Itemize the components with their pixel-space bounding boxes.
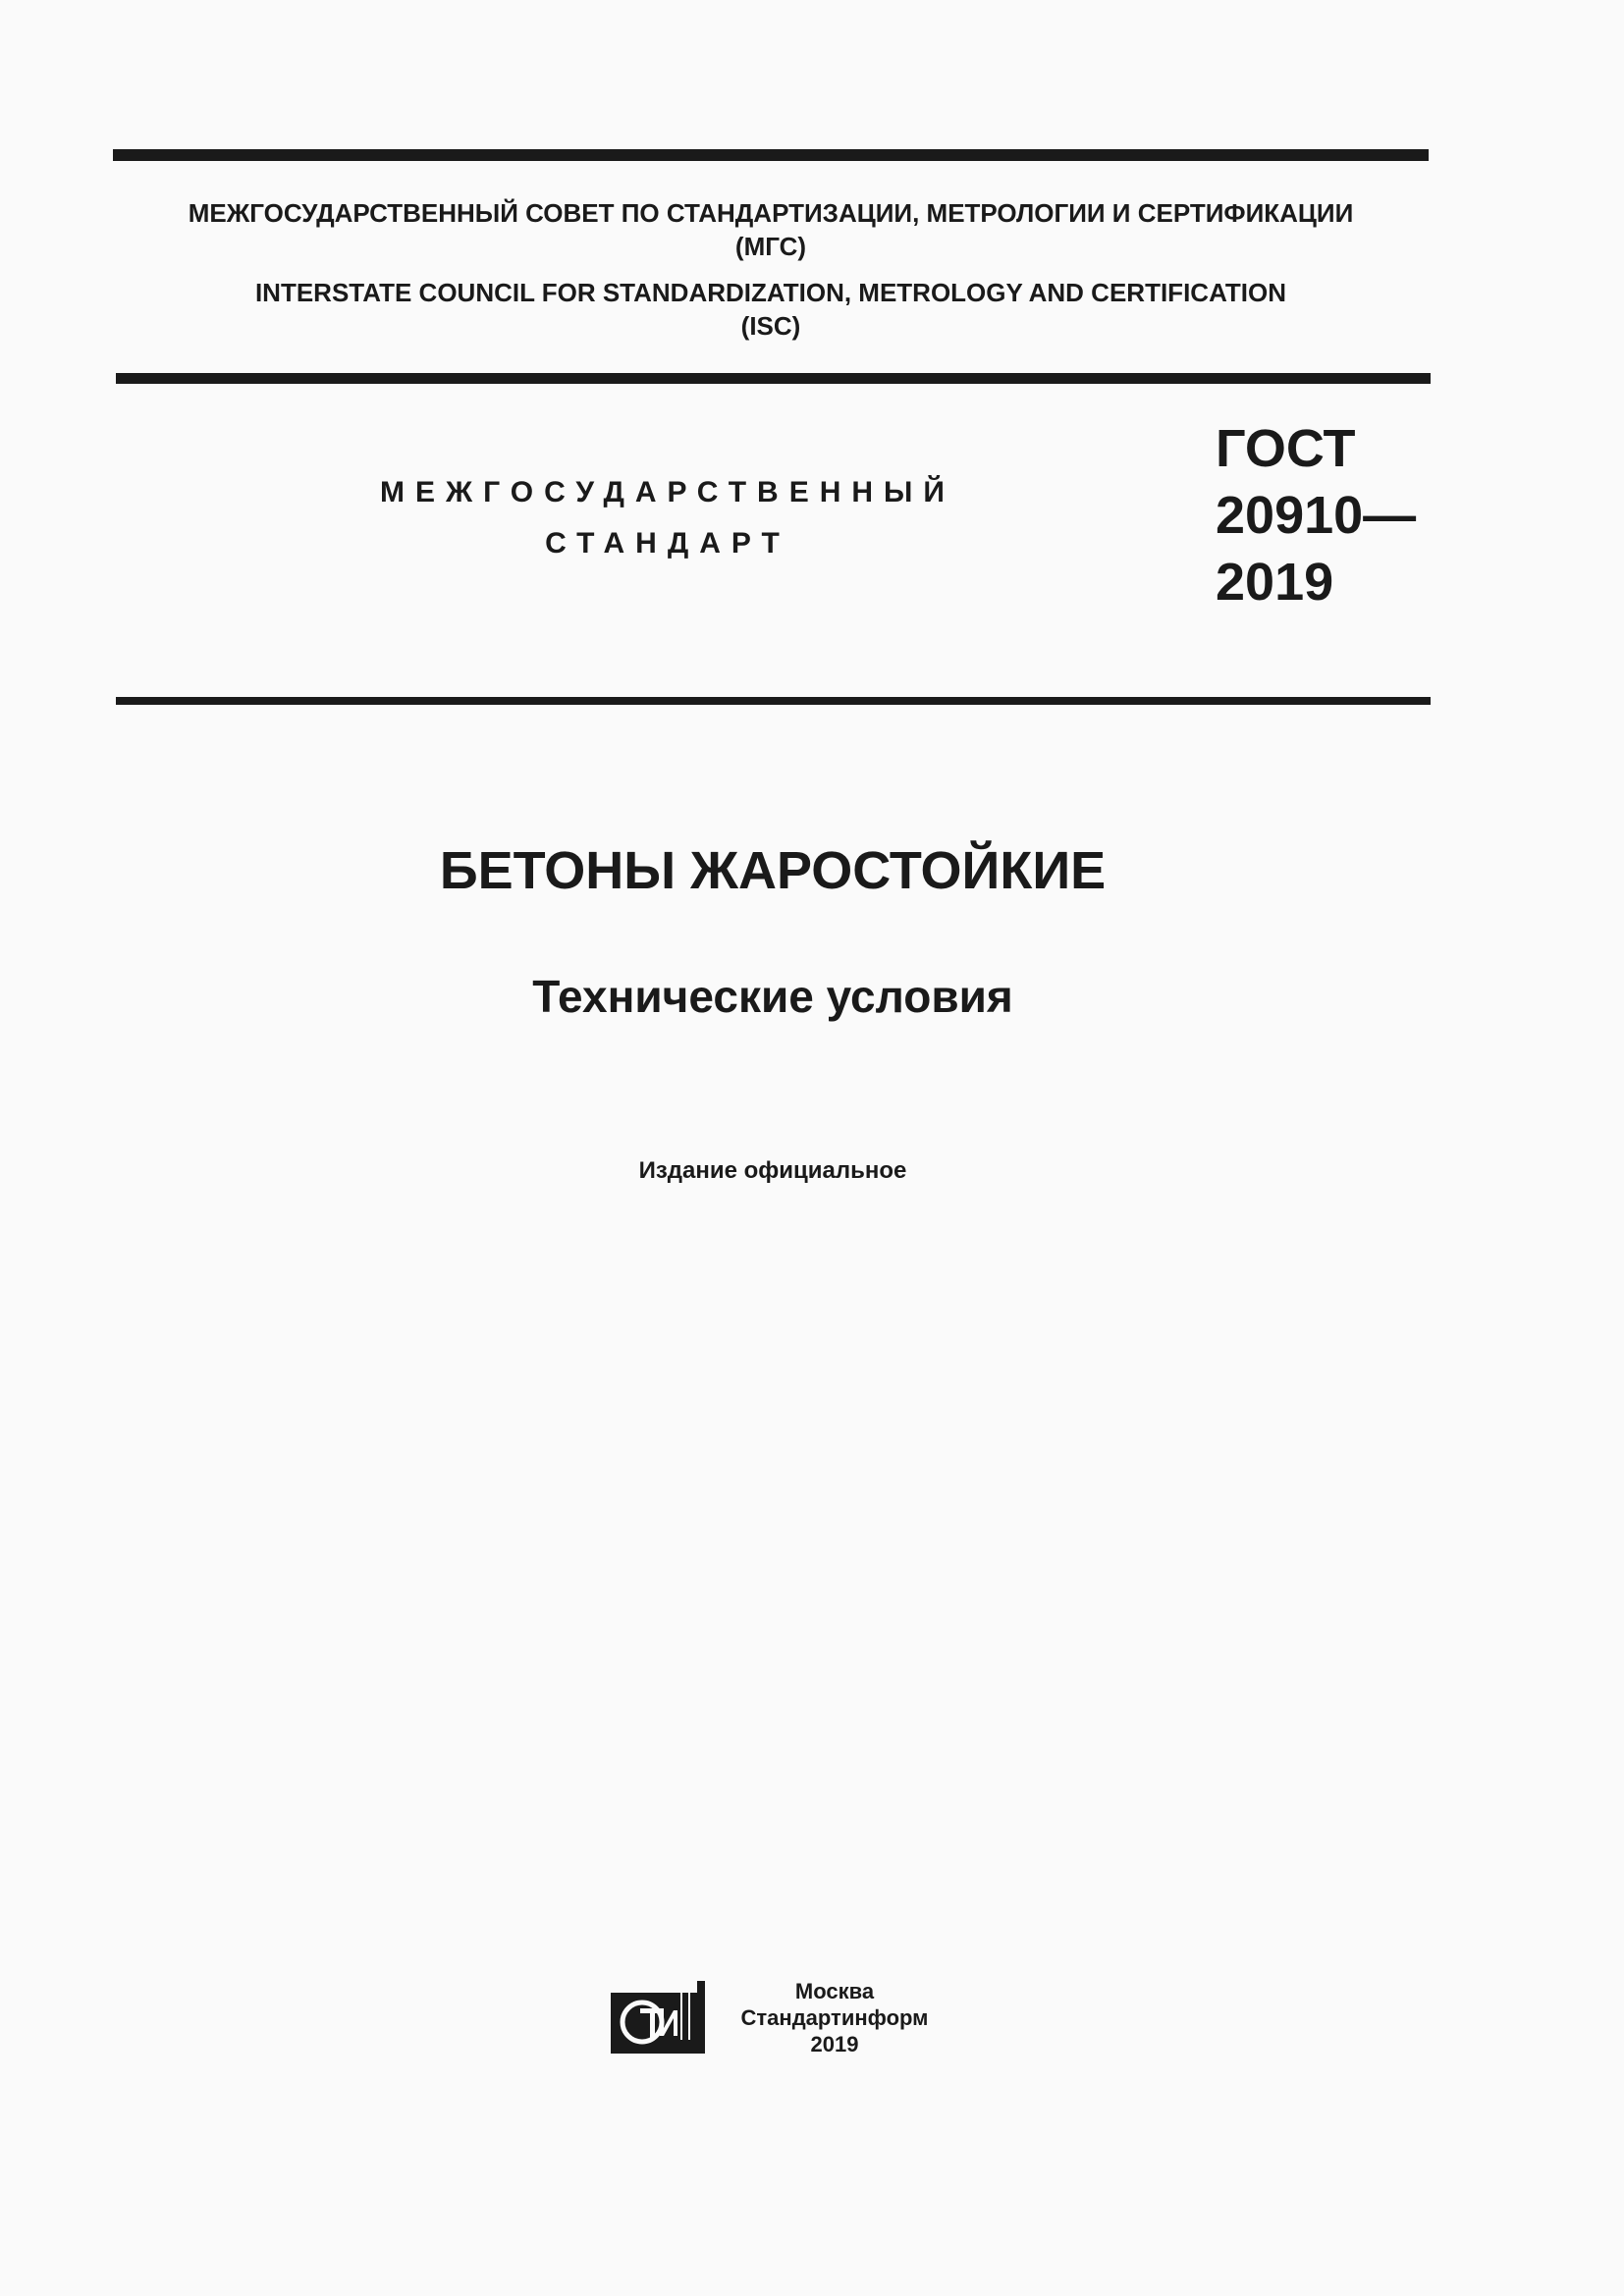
document-title: БЕТОНЫ ЖАРОСТОЙКИЕ [439,841,1107,900]
publisher-city: Москва [794,1979,875,2003]
gost-number: 20910— [1216,486,1417,545]
publisher-year: 2019 [810,2032,859,2056]
council-en-name: INTERSTATE COUNCIL FOR STANDARDIZATION, METROLOGY AND CERTIFICATION [254,278,1287,307]
designation-divider [116,697,1431,705]
edition-note: Издание официальное [638,1157,907,1184]
top-divider [113,149,1429,161]
standard-type-line1: МЕЖГОСУДАРСТВЕННЫЙ [380,476,955,508]
publisher-name: Стандартинформ [740,2005,929,2030]
standard-type [324,467,1011,569]
header-divider [116,373,1431,384]
publisher-block [722,1978,947,2057]
document-subtitle: Технические условия [532,971,1013,1022]
council-en [113,276,1429,343]
gost-year: 2019 [1216,553,1334,612]
council-en-abbr: (ISC) [740,311,801,341]
gost-label: ГОСТ [1216,419,1356,478]
gost-designation [1216,415,1416,615]
council-ru-abbr: (МГС) [734,232,807,261]
standartinform-logo-icon [611,1981,705,2054]
council-ru [113,196,1429,263]
council-ru-name: МЕЖГОСУДАРСТВЕННЫЙ СОВЕТ ПО СТАНДАРТИЗАЦИИ, МЕТРОЛОГИИ И СЕРТИФИКАЦИИ [188,198,1354,228]
standard-type-line2: СТАНДАРТ [545,527,790,560]
